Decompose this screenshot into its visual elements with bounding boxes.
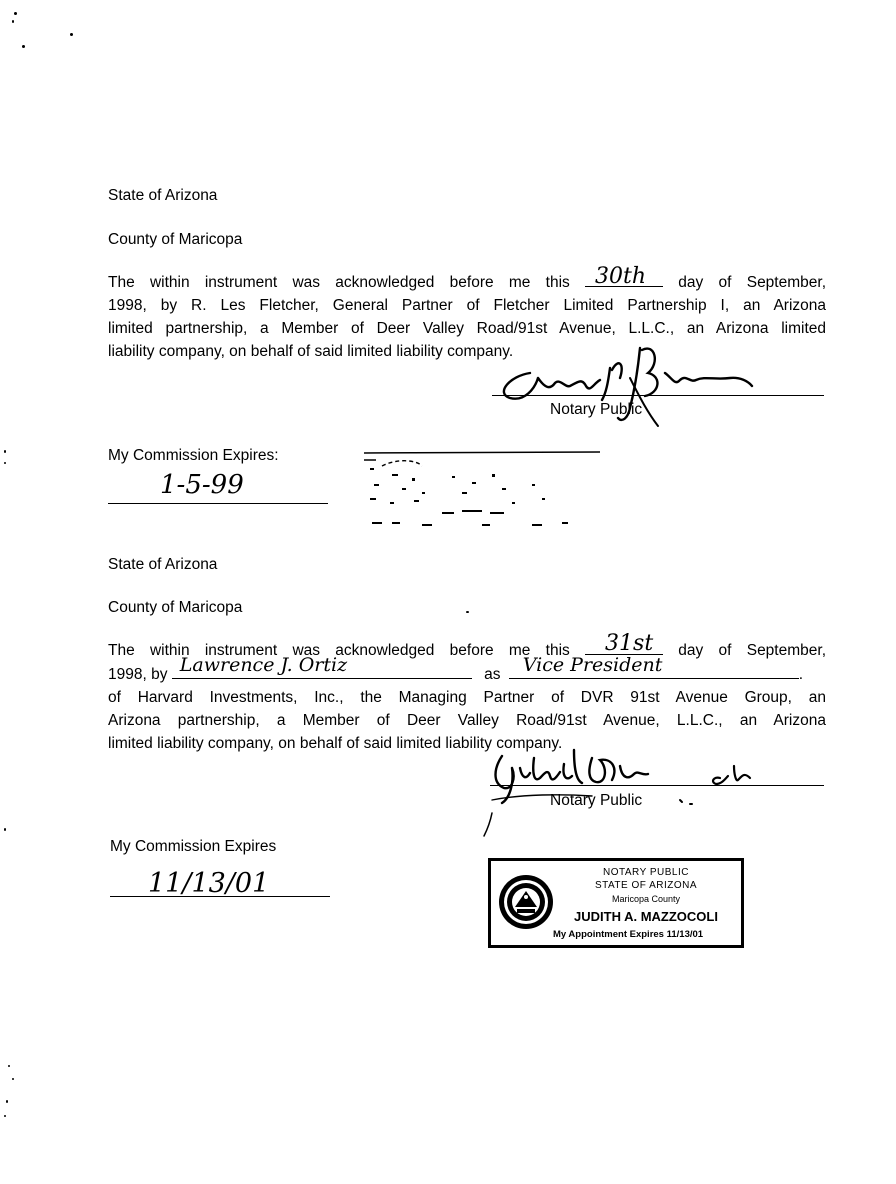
commission-date-handwritten-1: 1-5-99 [160,470,244,500]
ack1-line-4: liability company, on behalf of said limited liability company. [108,343,514,360]
commission-label-2: My Commission Expires [110,838,277,855]
scan-speck [466,611,469,613]
ack1-line-1-pre: The within instrument was acknowledged before me this [108,274,570,291]
ack2-line-1-post: day of September, [678,642,826,659]
scan-speck [12,20,14,23]
scan-speck [14,12,17,15]
day-blank-2 [585,631,663,656]
ack2-line-1-pre: The within instrument was acknowledged before me this [108,642,570,659]
scan-speck [22,45,25,48]
ack2-line-4: Arizona partnership, a Member of Deer Valley Road/91st Avenue, L.L.C., an Arizona [108,712,826,729]
commission-line-2 [110,896,330,897]
scan-speck [4,1115,6,1117]
ack2-line-3: of Harvard Investments, Inc., the Managing Partner of DVR 91st Avenue Group, an [108,689,826,706]
commission-date-handwritten-2: 11/13/01 [148,868,270,899]
state-seal-emblem [497,873,555,931]
ack2-line-2-as: as [484,666,501,683]
ack2-line-2-pre: 1998, by [108,666,168,683]
scan-speck [4,462,6,464]
state-line-1: State of Arizona [108,187,218,204]
ack1-line-3: limited partnership, a Member of Deer Valley Road/91st Avenue, L.L.C., an Arizona limited [108,320,826,337]
ack1-line-2: 1998, by R. Les Fletcher, General Partner of Fletcher Limited Partnership I, an Arizona [108,297,826,314]
ack1-line-1-post: day of September, [678,274,826,291]
notary-signature-2 [482,738,832,838]
county-line-1: County of Maricopa [108,231,243,248]
scan-speck [4,828,6,831]
ack2-line-2-period: . [798,666,804,683]
scan-speck [4,450,6,453]
notary-signature-line-1 [492,395,824,396]
seal-line-2: STATE OF ARIZONA [594,880,698,891]
scan-speck [12,1078,14,1080]
county-line-2: County of Maricopa [108,599,243,616]
ack2-line-2 [108,654,826,686]
commission-line-1 [108,503,328,504]
ack2-line-5: limited liability company, on behalf of said limited liability company. [108,735,563,752]
day-handwritten-2: 31st [605,631,654,656]
ack1-line-1 [108,264,826,294]
notary-signature-line-2 [490,785,824,786]
title-handwritten: Vice President [522,654,663,676]
faint-seal-impression [362,448,604,530]
title-blank [509,654,799,679]
seal-line-1: NOTARY PUBLIC [603,867,689,878]
name-blank [172,654,472,679]
name-handwritten: Lawrence J. Ortiz [179,654,348,676]
scan-speck [6,1100,8,1103]
notary-public-label-2: Notary Public [550,792,643,809]
commission-label-1: My Commission Expires: [108,447,279,464]
state-line-2: State of Arizona [108,556,218,573]
notary-public-label-1: Notary Public [550,401,643,418]
notary-seal-stamp [488,858,744,948]
day-handwritten-1: 30th [595,264,647,289]
seal-line-3: Maricopa County [611,894,681,904]
scan-speck [8,1065,10,1067]
day-blank-1 [585,264,663,289]
scan-speck [70,33,73,36]
seal-line-5: My Appointment Expires 11/13/01 [552,929,704,940]
seal-line-4: JUDITH A. MAZZOCOLI [574,909,718,924]
